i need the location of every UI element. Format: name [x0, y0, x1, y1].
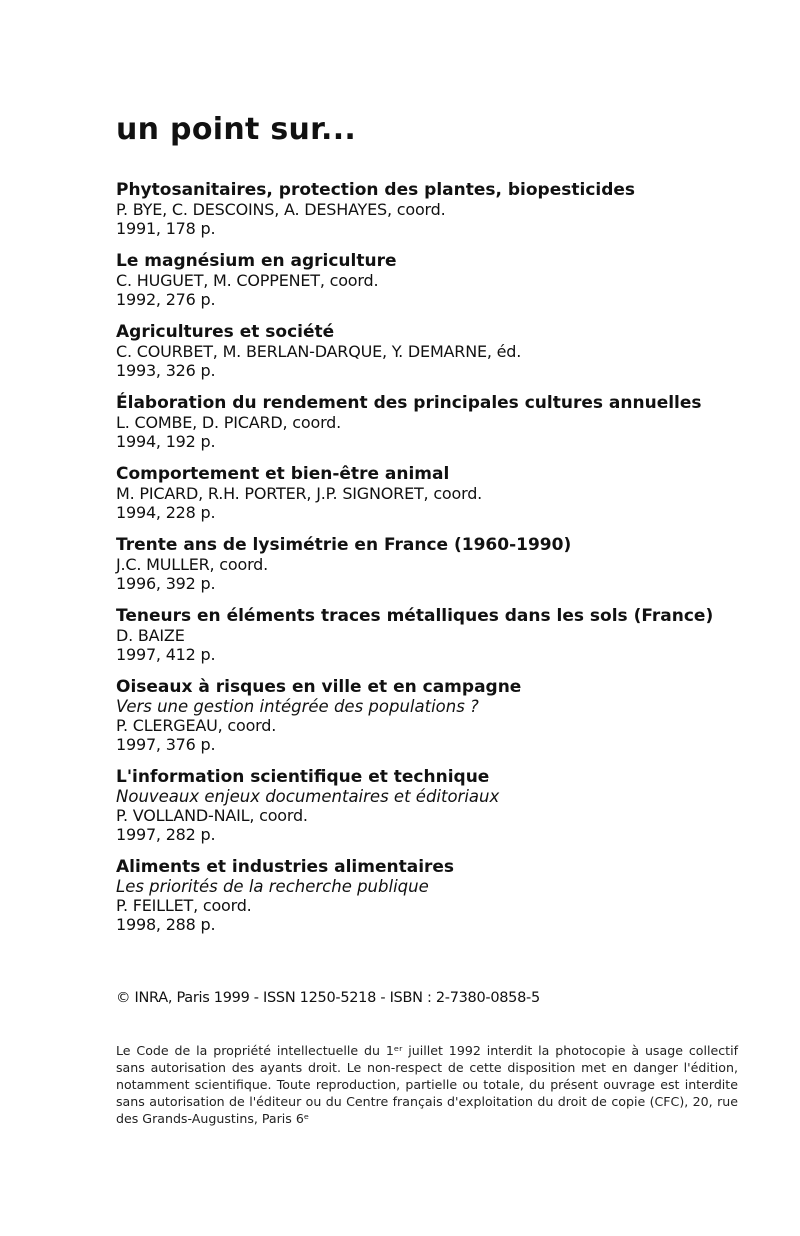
book-entry — [116, 180, 756, 238]
book-subtitle: Nouveaux enjeux documentaires et éditoriaux — [116, 787, 500, 806]
book-authors: P. VOLLAND-NAIL, coord. — [116, 806, 308, 825]
book-authors: P. CLERGEAU, coord. — [116, 716, 277, 735]
book-title: Teneurs en éléments traces métalliques dans les sols (France) — [116, 606, 714, 626]
book-title: Phytosanitaires, protection des plantes, biopesticides — [116, 180, 636, 200]
book-authors: J.C. MULLER, coord. — [116, 555, 269, 574]
book-subtitle: Vers une gestion intégrée des populations ? — [116, 697, 479, 716]
book-list — [116, 180, 756, 947]
book-title: Élaboration du rendement des principales cultures annuelles — [116, 393, 702, 413]
book-authors: C. HUGUET, M. COPPENET, coord. — [116, 271, 379, 290]
book-entry — [116, 393, 756, 451]
book-entry — [116, 464, 756, 522]
book-publication-info: 1998, 288 p. — [116, 915, 216, 934]
book-publication-info: 1993, 326 p. — [116, 361, 216, 380]
book-title: Agricultures et société — [116, 322, 335, 342]
book-authors: C. COURBET, M. BERLAN-DARQUE, Y. DEMARNE, éd. — [116, 342, 522, 361]
book-entry — [116, 535, 756, 593]
book-title: Le magnésium en agriculture — [116, 251, 397, 271]
book-authors: L. COMBE, D. PICARD, coord. — [116, 413, 342, 432]
book-authors: D. BAIZE — [116, 626, 185, 645]
book-entry — [116, 677, 756, 754]
book-title: Oiseaux à risques en ville et en campagne — [116, 677, 522, 697]
book-authors: M. PICARD, R.H. PORTER, J.P. SIGNORET, coord. — [116, 484, 483, 503]
book-authors: P. BYE, C. DESCOINS, A. DESHAYES, coord. — [116, 200, 446, 219]
book-publication-info: 1997, 376 p. — [116, 735, 216, 754]
book-title: L'information scientifique et technique — [116, 767, 490, 787]
legal-notice: Le Code de la propriété intellectuelle du 1ᵉʳ juillet 1992 interdit la photocopie à usage collectif sans autorisation des ayants droit. Le non-respect de cette disposition met en danger l'édition, notamment scientifique. Toute reproduction, partielle ou totale, du présent ouvrage est interdite sans autorisation de l'éditeur ou du Centre français d'exploitation du droit de copie (CFC), 20, rue des Grands-Augustins, Paris 6ᵉ — [116, 1043, 738, 1126]
book-entry — [116, 606, 756, 664]
book-entry — [116, 857, 756, 934]
book-publication-info: 1997, 412 p. — [116, 645, 216, 664]
book-entry — [116, 767, 756, 844]
copyright-line: © INRA, Paris 1999 - ISSN 1250-5218 - ISBN : 2-7380-0858-5 — [116, 990, 540, 1006]
book-title: Comportement et bien-être animal — [116, 464, 450, 484]
book-publication-info: 1991, 178 p. — [116, 219, 216, 238]
book-publication-info: 1997, 282 p. — [116, 825, 216, 844]
book-publication-info: 1994, 192 p. — [116, 432, 216, 451]
book-publication-info: 1996, 392 p. — [116, 574, 216, 593]
book-publication-info: 1992, 276 p. — [116, 290, 216, 309]
book-entry — [116, 322, 756, 380]
book-subtitle: Les priorités de la recherche publique — [116, 877, 429, 896]
book-title: Trente ans de lysimétrie en France (1960-1990) — [116, 535, 572, 555]
book-entry — [116, 251, 756, 309]
book-title: Aliments et industries alimentaires — [116, 857, 455, 877]
page-title: un point sur... — [116, 112, 357, 147]
book-publication-info: 1994, 228 p. — [116, 503, 216, 522]
book-authors: P. FEILLET, coord. — [116, 896, 252, 915]
